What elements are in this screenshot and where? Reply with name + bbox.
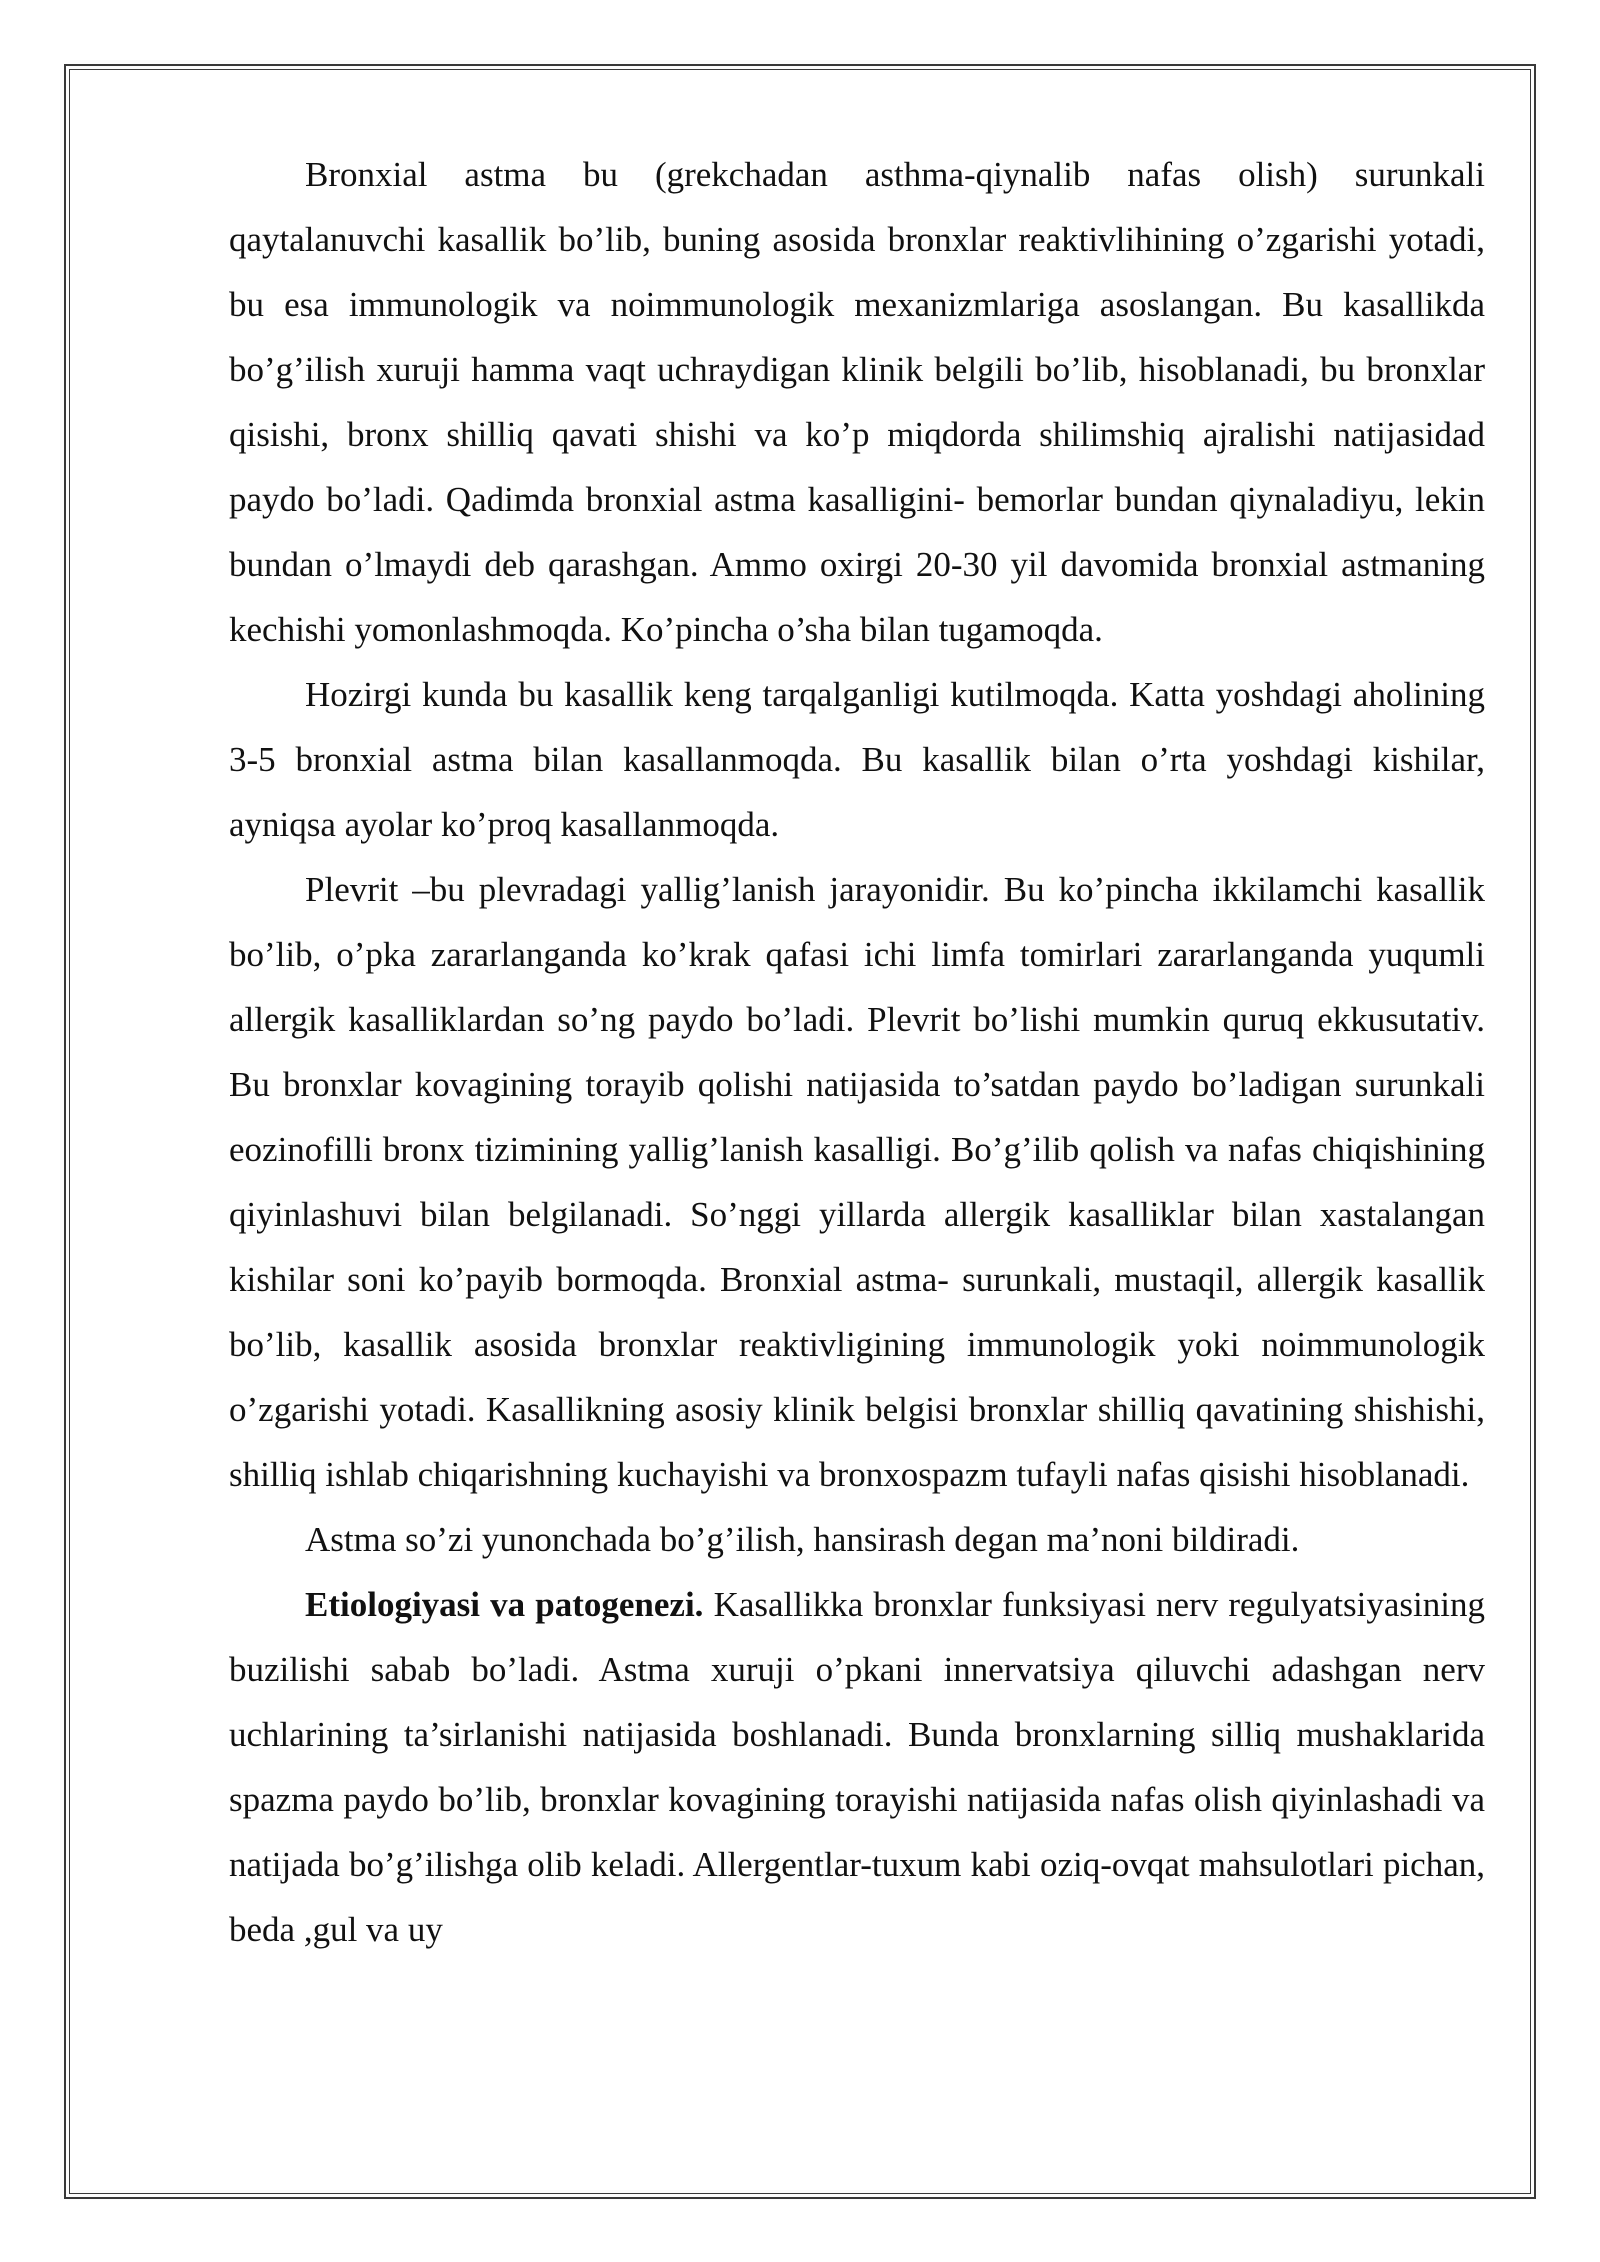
section-heading-etiology: Etiologiyasi va patogenezi. bbox=[305, 1585, 704, 1624]
paragraph-etiology-pathogenesis bbox=[229, 1572, 1485, 1962]
paragraph-etymology: Astma so’zi yunonchada bo’g’ilish, hansirash degan ma’noni bildiradi. bbox=[305, 1520, 1300, 1559]
paragraph-etiology-text: Kasallikka bronxlar funksiyasi nerv regulyatsiyasining buzilishi sabab bo’ladi. Astma xuruji o’pkani innervatsiya qiluvchi adashgan nerv uchlarining ta’sirlanishi natijasida boshlanadi. Bunda bronxlarning silliq mushaklarida spazma paydo bo’lib, bronxlar kovagining torayishi natijasida nafas olish qiyinlashadi va natijada bo’g’ilishga olib keladi. Allergentlar-tuxum kabi oziq-ovqat mahsulotlari pichan, beda ,gul va uy bbox=[229, 1585, 1485, 1949]
document-body bbox=[229, 142, 1485, 1962]
paragraph-prevalence: Hozirgi kunda bu kasallik keng tarqalganligi kutilmoqda. Katta yoshdagi aholining 3-5 bronxial astma bilan kasallanmoqda. Bu kasallik bilan o’rta yoshdagi kishilar, ayniqsa ayolar ko’proq kasallanmoqda. bbox=[229, 675, 1485, 844]
paragraph-pleurisy: Plevrit –bu plevradagi yallig’lanish jarayonidir. Bu ko’pincha ikkilamchi kasallik bo’lib, o’pka zararlanganda ko’krak qafasi ichi limfa tomirlari zararlanganda yuqumli allergik kasalliklardan so’ng paydo bo’ladi. Plevrit bo’lishi mumkin quruq ekkusutativ. Bu bronxlar kovagining torayib qolishi natijasida to’satdan paydo bo’ladigan surunkali eozinofilli bronx tizimining yallig’lanish kasalligi. Bo’g’ilib qolish va nafas chiqishining qiyinlashuvi bilan belgilanadi. So’nggi yillarda allergik kasalliklar bilan xastalangan kishilar soni ko’payib bormoqda. Bronxial astma- surunkali, mustaqil, allergik kasallik bo’lib, kasallik asosida bronxlar reaktivligining immunologik yoki noimmunologik o’zgarishi yotadi. Kasallikning asosiy klinik belgisi bronxlar shilliq qavatining shishishi, shilliq ishlab chiqarishning kuchayishi va bronxospazm tufayli nafas qisishi hisoblanadi. bbox=[229, 870, 1485, 1494]
paragraph-bronchial-asthma-definition: Bronxial astma bu (grekchadan asthma-qiynalib nafas olish) surunkali qaytalanuvchi kasallik bo’lib, buning asosida bronxlar reaktivlihining o’zgarishi yotadi, bu esa immunologik va noimmunologik mexanizmlariga asoslangan. Bu kasallikda bo’g’ilish xuruji hamma vaqt uchraydigan klinik belgili bo’lib, hisoblanadi, bu bronxlar qisishi, bronx shilliq qavati shishi va ko’p miqdorda shilimshiq ajralishi natijasidad paydo bo’ladi. Qadimda bronxial astma kasalligini- bemorlar bundan qiynaladiyu, lekin bundan o’lmaydi deb qarashgan. Ammo oxirgi 20-30 yil davomida bronxial astmaning kechishi yomonlashmoqda. Ko’pincha o’sha bilan tugamoqda. bbox=[229, 155, 1485, 649]
